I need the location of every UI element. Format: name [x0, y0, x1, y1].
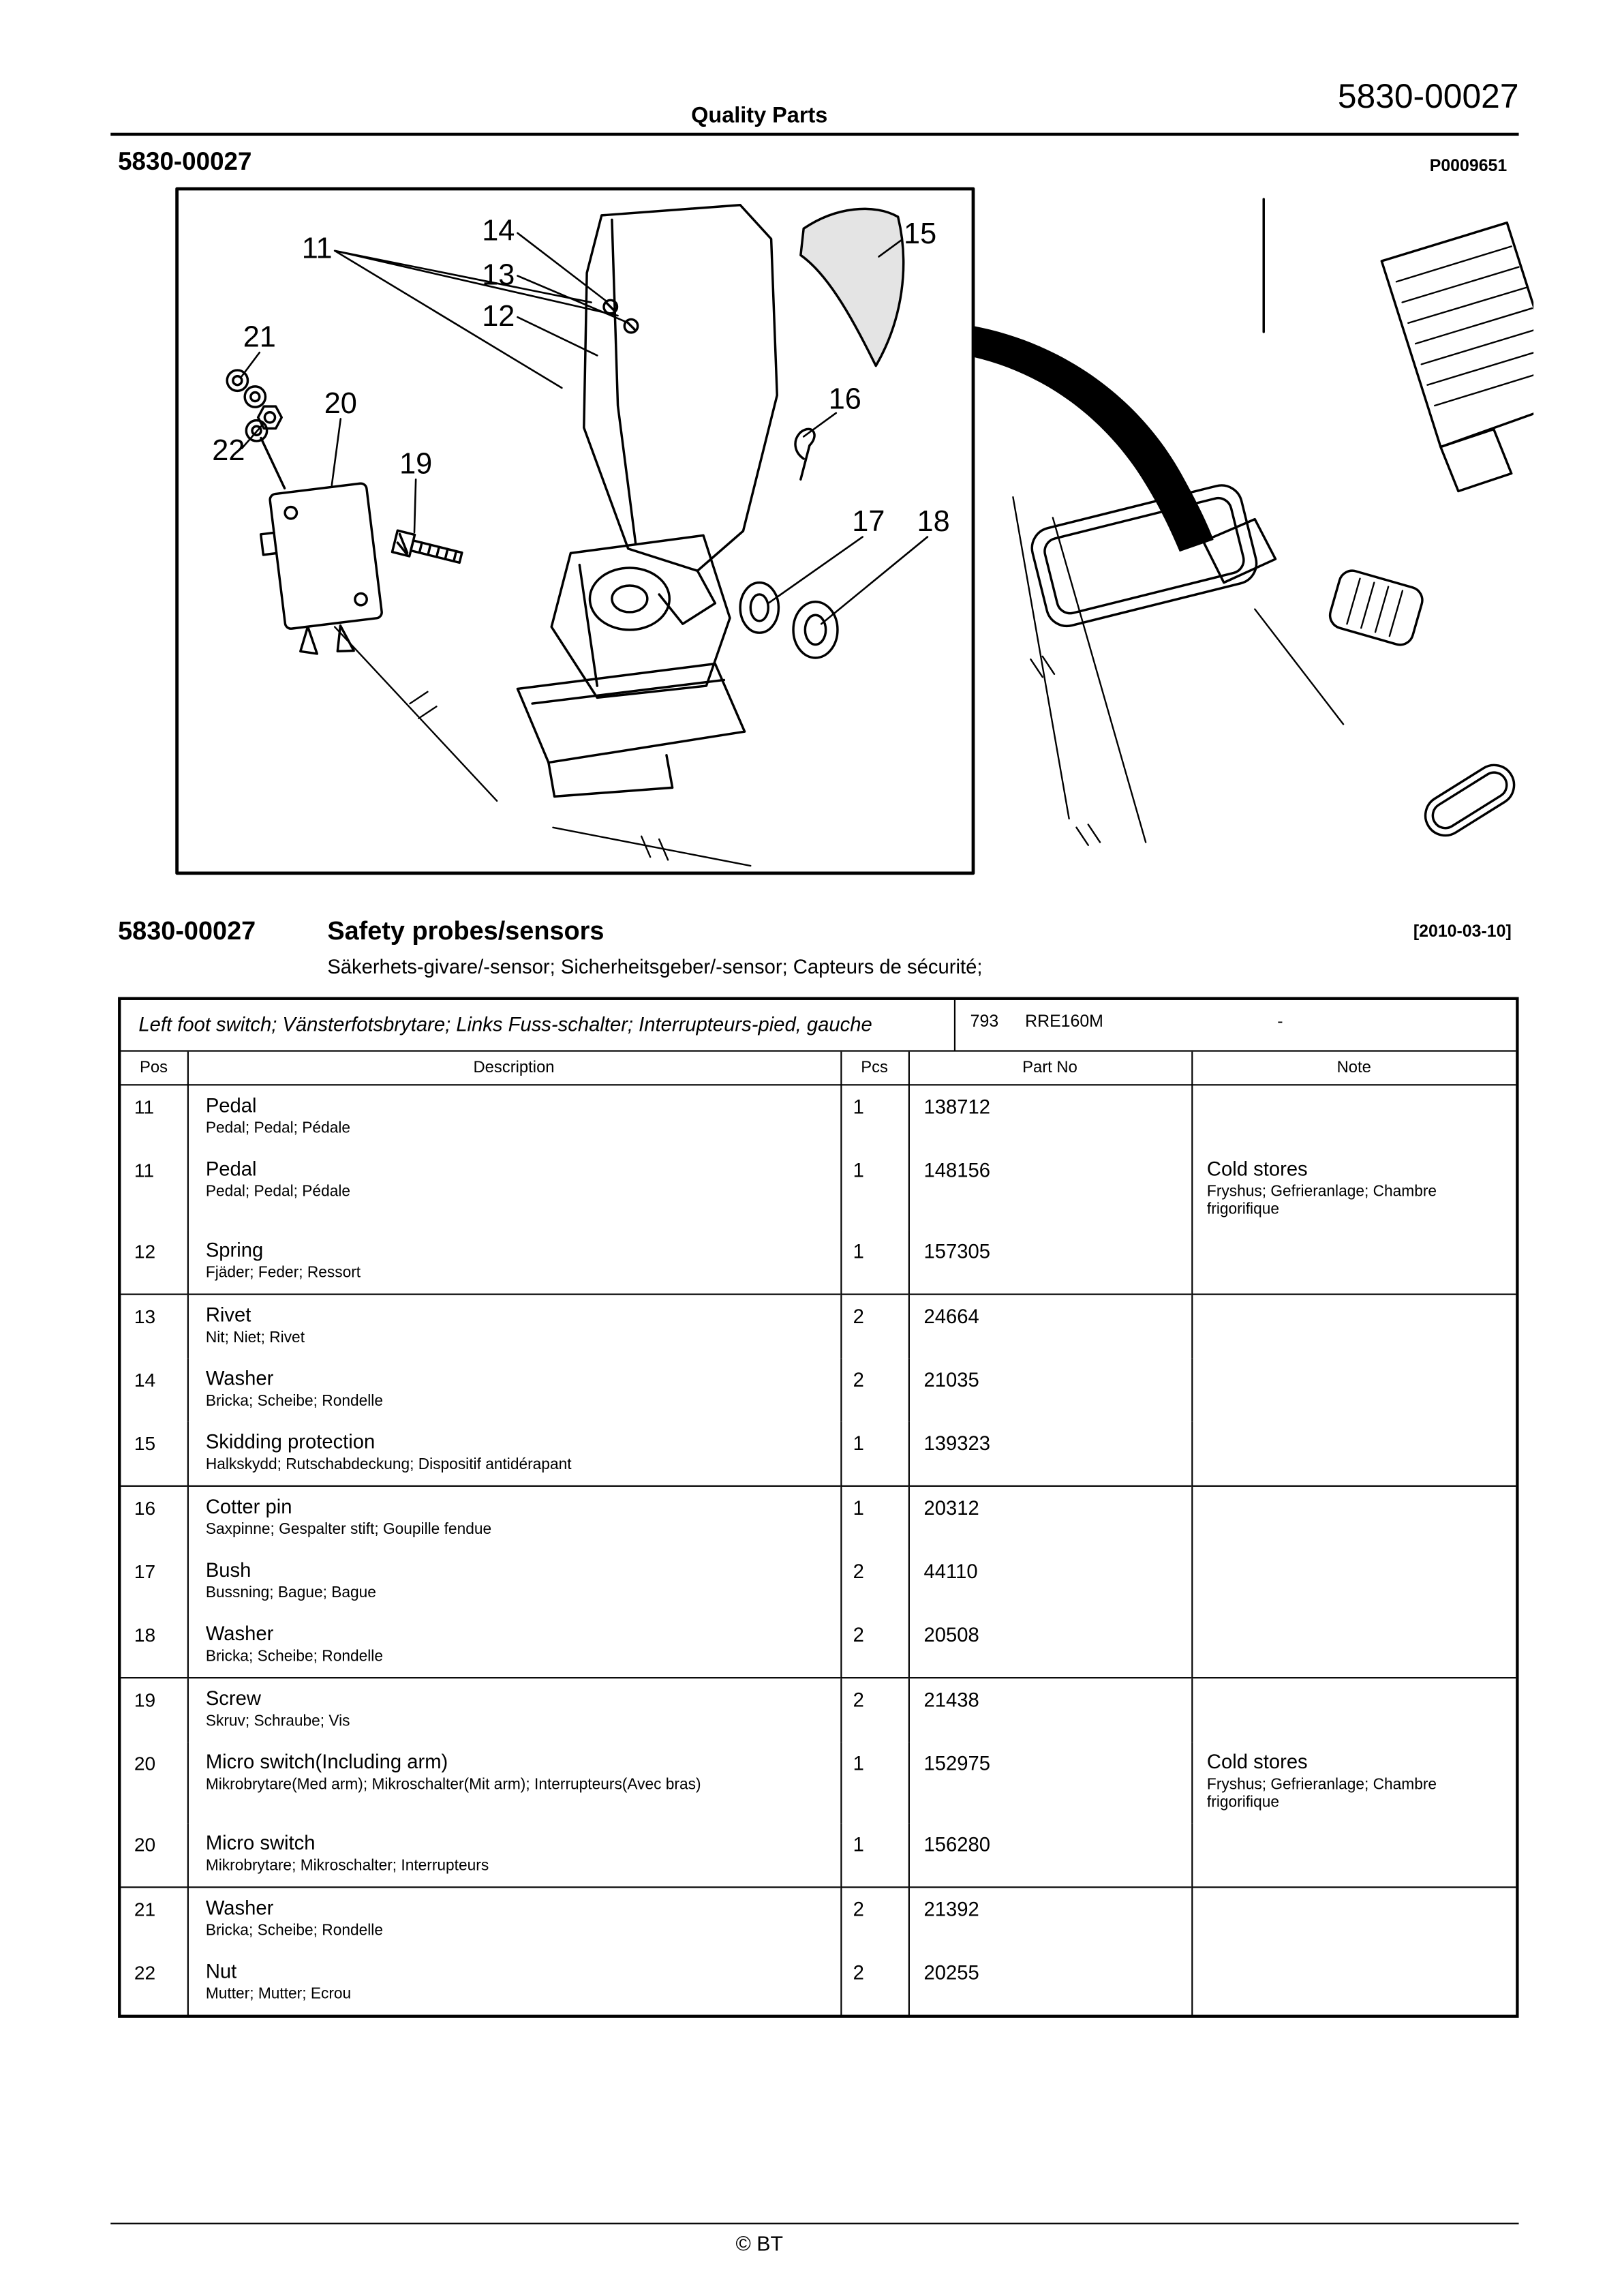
description-main: Washer [205, 1367, 274, 1390]
exploded-diagram [110, 184, 1533, 885]
pos-cell: 16 [121, 1486, 187, 1550]
description-cell [187, 1823, 840, 1887]
callout-label: 16 [828, 382, 861, 416]
callout-label: 19 [399, 447, 433, 481]
pcs-cell: 2 [840, 1887, 908, 1951]
installed-pedal-view [1013, 199, 1533, 845]
section-date: [2010-03-10] [1413, 923, 1512, 941]
column-header-note: Note [1191, 1052, 1516, 1085]
section-number: 5830-00027 [118, 916, 256, 946]
callout-label: 20 [324, 387, 357, 420]
description-main: Skidding protection [205, 1430, 376, 1453]
note-main: Cold stores [1206, 1751, 1308, 1773]
description-main: Washer [205, 1897, 274, 1919]
note-cell [1191, 1742, 1516, 1823]
page-header-doc-number: 5830-00027 [1337, 76, 1519, 115]
part-no-cell: 152975 [908, 1742, 1191, 1823]
footer-copyright: © BT [735, 2231, 783, 2256]
note-cell [1191, 1422, 1516, 1486]
model-code: 793 [970, 1013, 999, 1031]
description-sub: Bricka; Scheibe; Rondelle [205, 1922, 383, 1940]
page-header-title: Quality Parts [691, 103, 828, 129]
description-cell [187, 1230, 840, 1294]
description-sub: Saxpinne; Gespalter stift; Goupille fendue [205, 1520, 492, 1539]
pos-cell: 20 [121, 1742, 187, 1823]
column-header-part-no: Part No [908, 1052, 1191, 1085]
note-cell [1191, 1887, 1516, 1951]
pcs-cell: 1 [840, 1823, 908, 1887]
description-main: Washer [205, 1622, 274, 1645]
part-no-cell: 148156 [908, 1149, 1191, 1230]
callout-label: 15 [904, 217, 937, 250]
pos-cell: 19 [121, 1678, 187, 1742]
table-row [121, 1149, 1516, 1230]
pcs-cell: 1 [840, 1149, 908, 1230]
table-row [121, 1085, 1516, 1149]
image-reference: P0009651 [1429, 157, 1508, 176]
description-main: Spring [205, 1239, 264, 1261]
note-sub: Fryshus; Gefrieranlage; Chambre frigorifique [1206, 1776, 1437, 1811]
part-no-cell: 20255 [908, 1951, 1191, 2014]
column-header-pos: Pos [121, 1052, 187, 1085]
pcs-cell: 2 [840, 1614, 908, 1678]
description-sub: Skruv; Schraube; Vis [205, 1712, 350, 1730]
part-no-cell: 139323 [908, 1422, 1191, 1486]
table-row [121, 1422, 1516, 1486]
description-sub: Bussning; Bague; Bague [205, 1584, 376, 1602]
note-cell [1191, 1951, 1516, 2014]
part-no-cell: 138712 [908, 1085, 1191, 1149]
description-cell [187, 1359, 840, 1422]
part-no-cell: 24664 [908, 1295, 1191, 1359]
description-cell [187, 1422, 840, 1486]
description-sub: Bricka; Scheibe; Rondelle [205, 1647, 383, 1665]
description-sub: Nit; Niet; Rivet [205, 1329, 305, 1347]
parts-table-body [121, 1085, 1516, 2014]
pcs-cell: 2 [840, 1295, 908, 1359]
description-main: Pedal [205, 1158, 257, 1180]
pos-cell: 11 [121, 1149, 187, 1230]
callout-label: 12 [482, 300, 515, 333]
pcs-cell: 1 [840, 1422, 908, 1486]
model-name: RRE160M [1025, 1013, 1103, 1031]
description-main: Pedal [205, 1094, 257, 1117]
description-main: Micro switch(Including arm) [205, 1751, 448, 1773]
description-cell [187, 1742, 840, 1823]
model-cell [955, 1000, 1516, 1051]
pos-cell: 18 [121, 1614, 187, 1678]
description-sub: Pedal; Pedal; Pédale [205, 1119, 351, 1138]
pcs-cell: 2 [840, 1951, 908, 2014]
description-cell [187, 1149, 840, 1230]
pos-cell: 17 [121, 1550, 187, 1614]
description-cell [187, 1951, 840, 2014]
note-cell [1191, 1230, 1516, 1294]
description-sub: Mikrobrytare; Mikroschalter; Interrupteurs [205, 1857, 489, 1875]
part-no-cell: 21035 [908, 1359, 1191, 1422]
parts-table [118, 997, 1518, 2018]
description-main: Bush [205, 1558, 251, 1582]
description-main: Cotter pin [205, 1495, 292, 1518]
callout-label: 21 [243, 320, 276, 354]
description-cell [187, 1295, 840, 1359]
table-row [121, 1359, 1516, 1422]
model-variant: - [1277, 1013, 1283, 1031]
table-row [121, 1295, 1516, 1359]
table-row [121, 1887, 1516, 1951]
note-cell [1191, 1486, 1516, 1550]
table-row [121, 1614, 1516, 1678]
pos-cell: 12 [121, 1230, 187, 1294]
table-caption: Left foot switch; Vänsterfotsbrytare; Links Fuss-schalter; Interrupteurs-pied, gauche [121, 1000, 955, 1051]
table-row [121, 1550, 1516, 1614]
part-no-cell: 21392 [908, 1887, 1191, 1951]
pcs-cell: 2 [840, 1678, 908, 1742]
description-main: Screw [205, 1687, 261, 1710]
description-cell [187, 1085, 840, 1149]
description-cell [187, 1550, 840, 1614]
pcs-cell: 1 [840, 1486, 908, 1550]
description-sub: Fjäder; Feder; Ressort [205, 1264, 361, 1282]
pos-cell: 15 [121, 1422, 187, 1486]
section-title: Safety probes/sensors [327, 916, 605, 946]
column-header-row [121, 1052, 1516, 1085]
pos-cell: 13 [121, 1295, 187, 1359]
part-no-cell: 20312 [908, 1486, 1191, 1550]
pos-cell: 22 [121, 1951, 187, 2014]
description-cell [187, 1614, 840, 1678]
description-cell [187, 1678, 840, 1742]
callout-label: 11 [301, 232, 333, 265]
table-row [121, 1823, 1516, 1887]
doc-number: 5830-00027 [118, 147, 252, 176]
part-no-cell: 157305 [908, 1230, 1191, 1294]
pcs-cell: 2 [840, 1550, 908, 1614]
part-no-cell: 20508 [908, 1614, 1191, 1678]
column-header-pcs: Pcs [840, 1052, 908, 1085]
description-sub: Pedal; Pedal; Pédale [205, 1183, 351, 1201]
note-cell [1191, 1359, 1516, 1422]
section-subtitle: Säkerhets-givare/-sensor; Sicherheitsgeber/-sensor; Capteurs de sécurité; [327, 956, 983, 978]
callout-label: 22 [212, 434, 245, 468]
column-header-description: Description [187, 1052, 840, 1085]
pcs-cell: 1 [840, 1230, 908, 1294]
description-cell [187, 1486, 840, 1550]
part-no-cell: 21438 [908, 1678, 1191, 1742]
description-main: Nut [205, 1960, 237, 1982]
table-row [121, 1951, 1516, 2014]
part-no-cell: 44110 [908, 1550, 1191, 1614]
description-sub: Halkskydd; Rutschabdeckung; Dispositif antidérapant [205, 1455, 572, 1474]
callout-label: 13 [482, 258, 515, 292]
note-cell [1191, 1149, 1516, 1230]
note-cell [1191, 1295, 1516, 1359]
callout-label: 17 [852, 504, 885, 538]
pos-cell: 20 [121, 1823, 187, 1887]
table-caption-row [121, 1000, 1516, 1052]
callout-label: 14 [482, 214, 515, 247]
pos-cell: 11 [121, 1085, 187, 1149]
part-no-cell: 156280 [908, 1823, 1191, 1887]
footer-rule [110, 2223, 1518, 2224]
table-row [121, 1230, 1516, 1294]
description-main: Rivet [205, 1303, 251, 1327]
note-cell [1191, 1678, 1516, 1742]
note-main: Cold stores [1206, 1158, 1308, 1180]
table-row [121, 1486, 1516, 1550]
description-sub: Mikrobrytare(Med arm); Mikroschalter(Mit arm); Interrupteurs(Avec bras) [205, 1776, 701, 1794]
description-cell [187, 1887, 840, 1951]
description-sub: Bricka; Scheibe; Rondelle [205, 1392, 383, 1410]
description-main: Micro switch [205, 1832, 316, 1854]
note-cell [1191, 1823, 1516, 1887]
pos-cell: 21 [121, 1887, 187, 1951]
header-rule [110, 133, 1518, 136]
pos-cell: 14 [121, 1359, 187, 1422]
pcs-cell: 2 [840, 1359, 908, 1422]
callout-label: 18 [917, 504, 950, 538]
table-row [121, 1678, 1516, 1742]
pcs-cell: 1 [840, 1085, 908, 1149]
description-sub: Mutter; Mutter; Ecrou [205, 1985, 352, 2004]
note-sub: Fryshus; Gefrieranlage; Chambre frigorifique [1206, 1183, 1437, 1219]
pcs-cell: 1 [840, 1742, 908, 1823]
table-row [121, 1742, 1516, 1823]
note-cell [1191, 1550, 1516, 1614]
note-cell [1191, 1614, 1516, 1678]
note-cell [1191, 1085, 1516, 1149]
